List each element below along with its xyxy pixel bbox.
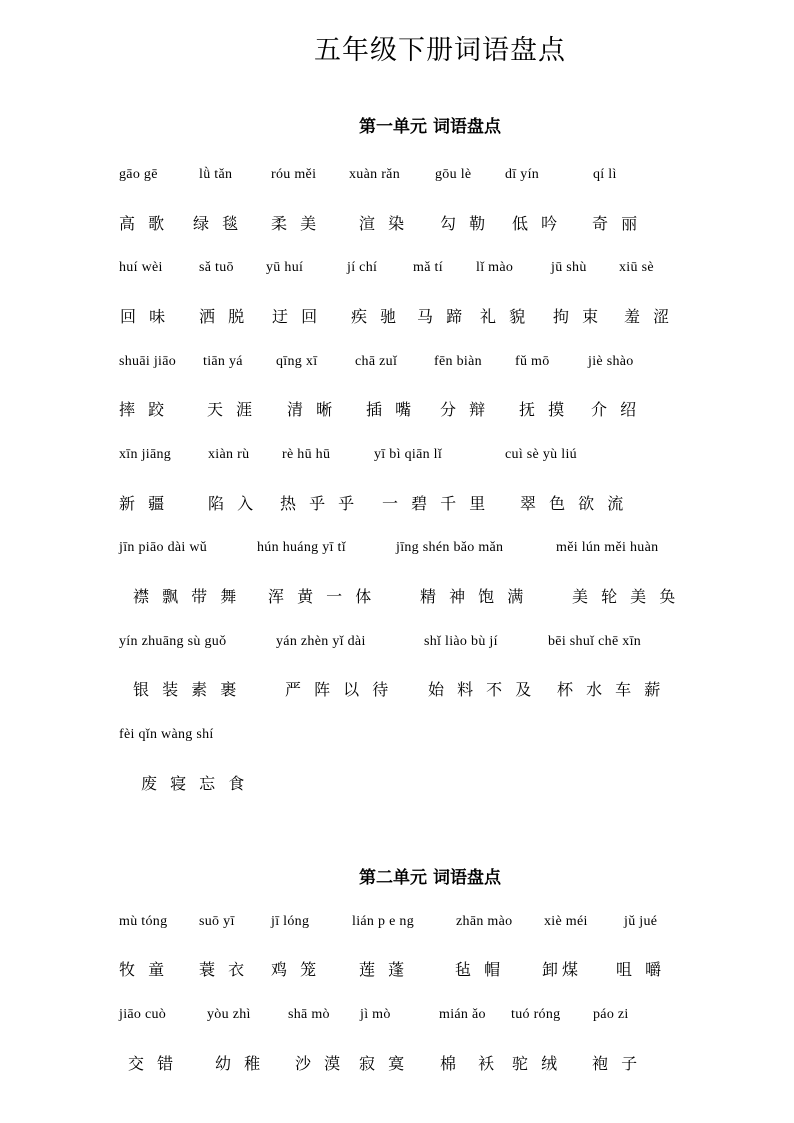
pinyin: jīn piāo dài wǔ [119,540,208,555]
pinyin: gāo gē [119,167,158,182]
hanzi: 马 蹄 [417,307,467,326]
pinyin: yín zhuāng sù guǒ [119,634,227,649]
pinyin-row [0,354,794,384]
pinyin-row [0,634,794,664]
pinyin: zhān mào [456,914,513,929]
hanzi: 礼 貌 [480,307,530,326]
pinyin: yū huí [266,260,304,275]
pinyin-row [0,167,794,197]
pinyin: huí wèi [119,260,163,275]
hanzi: 分 辩 [440,400,490,419]
pinyin: jì mò [360,1007,391,1022]
pinyin: hún huáng yī tǐ [257,540,346,555]
hanzi: 寂 寞 [359,1054,409,1073]
pinyin: mǎ tí [413,260,443,275]
hanzi-row [0,957,794,987]
hanzi-row [0,304,794,334]
hanzi: 鸡 笼 [271,960,321,979]
hanzi-row [0,677,794,707]
hanzi: 驼 绒 [512,1054,562,1073]
hanzi: 低 吟 [512,214,562,233]
hanzi: 清 晰 [287,400,337,419]
pinyin: shuāi jiāo [119,354,177,369]
hanzi: 一 碧 千 里 [382,494,490,513]
pinyin-row [0,727,794,757]
pinyin: lián p e ng [352,914,415,929]
pinyin: bēi shuǐ chē xīn [548,634,642,649]
hanzi: 交 错 [128,1054,178,1073]
pinyin: shǐ liào bù jí [424,634,498,649]
hanzi: 陷 入 [208,494,258,513]
hanzi: 勾 勒 [440,214,490,233]
pinyin: qīng xī [276,354,318,369]
pinyin: lǐ mào [476,260,514,275]
hanzi: 浑 黄 一 体 [268,587,376,606]
hanzi: 严 阵 以 待 [285,680,393,699]
pinyin: yī bì qiān lǐ [374,447,443,462]
hanzi: 沙 漠 [295,1054,345,1073]
pinyin: xīn jiāng [119,447,172,462]
hanzi: 袍 子 [592,1054,642,1073]
hanzi: 毡 帽 [455,960,505,979]
unit-2-heading: 第二单元 词语盘点 [359,868,501,888]
hanzi: 抚 摸 [519,400,569,419]
pinyin: chā zuǐ [355,354,398,369]
pinyin: gōu lè [435,167,472,182]
hanzi-row [0,771,794,801]
hanzi: 蓑 衣 [199,960,249,979]
hanzi-row [0,397,794,427]
pinyin: yòu zhì [207,1007,251,1022]
hanzi: 莲 蓬 [359,960,409,979]
pinyin-row [0,260,794,290]
hanzi: 疾 驰 [351,307,401,326]
hanzi-row [0,1051,794,1081]
pinyin-row [0,914,794,944]
hanzi: 杯 水 车 薪 [557,680,665,699]
hanzi: 银 装 素 裹 [133,680,241,699]
pinyin-row [0,447,794,477]
pinyin: tiān yá [203,354,243,369]
hanzi: 废 寝 忘 食 [141,774,249,793]
pinyin: shā mò [288,1007,330,1022]
pinyin: jīng shén bǎo mǎn [396,540,504,555]
hanzi: 咀 嚼 [616,960,666,979]
hanzi: 回 味 [120,307,170,326]
hanzi-row [0,211,794,241]
pinyin: jǔ jué [624,914,658,929]
hanzi: 介 绍 [591,400,641,419]
pinyin: qí lì [593,167,617,182]
hanzi: 柔 美 [271,214,321,233]
pinyin: sǎ tuō [199,260,234,275]
pinyin: róu měi [271,167,317,182]
pinyin: rè hū hū [282,447,331,462]
pinyin: jiè shào [588,354,634,369]
hanzi: 牧 童 [119,960,169,979]
pinyin: mù tóng [119,914,168,929]
hanzi: 美 轮 美 奂 [572,587,680,606]
pinyin: jū shù [551,260,587,275]
hanzi: 绿 毯 [193,214,243,233]
hanzi: 热 乎 乎 [280,494,359,513]
pinyin: yán zhèn yǐ dài [276,634,366,649]
hanzi-row [0,491,794,521]
hanzi: 拘 束 [553,307,603,326]
hanzi: 幼 稚 [215,1054,265,1073]
hanzi: 奇 丽 [592,214,642,233]
pinyin: lǜ tǎn [199,167,233,182]
pinyin: fēn biàn [434,354,482,369]
pinyin: fǔ mō [515,354,550,369]
pinyin: cuì sè yù liú [505,447,577,462]
hanzi: 迂 回 [272,307,322,326]
hanzi: 精 神 饱 满 [420,587,528,606]
pinyin: xiàn rù [208,447,250,462]
pinyin: mián ǎo [439,1007,486,1022]
pinyin: jiāo cuò [119,1007,167,1022]
hanzi: 翠 色 欲 流 [520,494,628,513]
hanzi: 新 疆 [119,494,169,513]
pinyin: xiū sè [619,260,654,275]
hanzi: 襟 飘 带 舞 [133,587,241,606]
hanzi: 高 歌 [119,214,169,233]
pinyin-row [0,1007,794,1037]
pinyin: suō yī [199,914,235,929]
pinyin: fèi qǐn wàng shí [119,727,214,742]
pinyin-row [0,540,794,570]
hanzi: 羞 涩 [624,307,674,326]
pinyin: měi lún měi huàn [556,540,659,555]
pinyin: páo zi [593,1007,629,1022]
pinyin: xiè méi [544,914,588,929]
pinyin: tuó róng [511,1007,561,1022]
unit-1-heading: 第一单元 词语盘点 [359,117,501,137]
pinyin: jī lóng [271,914,310,929]
hanzi: 摔 跤 [119,400,169,419]
hanzi: 始 料 不 及 [428,680,536,699]
pinyin: xuàn rǎn [349,167,400,182]
pinyin: dī yín [505,167,540,182]
hanzi: 插 嘴 [366,400,416,419]
hanzi: 卸煤 [542,960,583,979]
hanzi: 棉 袄 [440,1054,499,1073]
pinyin: jí chí [347,260,378,275]
hanzi: 天 涯 [207,400,257,419]
hanzi: 渲 染 [359,214,409,233]
document-title: 五年级下册词语盘点 [314,35,566,66]
hanzi: 洒 脱 [199,307,249,326]
hanzi-row [0,584,794,614]
